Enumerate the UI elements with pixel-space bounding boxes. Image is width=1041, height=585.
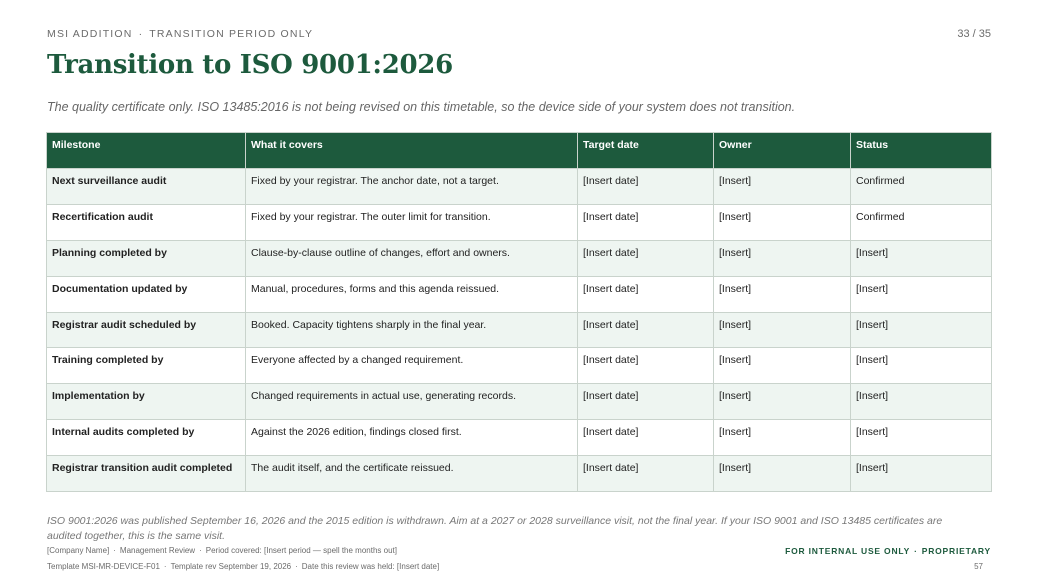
table-row: [47, 240, 992, 276]
table-header-row: [47, 133, 992, 169]
footer-line-2: [47, 562, 439, 571]
covers-cell: Against the 2026 edition, findings closed first.: [246, 420, 578, 456]
footer-review-date: Date this review was held: [Insert date]: [301, 562, 440, 571]
column-header-milestone: Milestone: [47, 133, 246, 169]
covers-cell: Everyone affected by a changed requirement.: [246, 348, 578, 384]
milestone-cell: Documentation updated by: [47, 276, 246, 312]
milestone-cell: Internal audits completed by: [47, 420, 246, 456]
footer-separator: ·: [295, 562, 298, 571]
table-row: [47, 348, 992, 384]
target-date-cell: [Insert date]: [578, 456, 714, 492]
proprietary-label: PROPRIETARY: [921, 546, 991, 556]
covers-cell: Clause-by-clause outline of changes, effort and owners.: [246, 240, 578, 276]
footer-company: [Company Name]: [47, 546, 110, 555]
covers-cell: Manual, procedures, forms and this agenda reissued.: [246, 276, 578, 312]
milestone-cell: Planning completed by: [47, 240, 246, 276]
footer-template-rev: Template rev September 19, 2026: [170, 562, 292, 571]
target-date-cell: [Insert date]: [578, 204, 714, 240]
owner-cell: [Insert]: [714, 312, 851, 348]
status-cell: [Insert]: [851, 312, 992, 348]
owner-cell: [Insert]: [714, 204, 851, 240]
footer-template-id: Template MSI-MR-DEVICE-F01: [47, 562, 160, 571]
table-row: [47, 456, 992, 492]
section-kicker: [47, 28, 313, 40]
column-header-owner: Owner: [714, 133, 851, 169]
covers-cell: Fixed by your registrar. The outer limit for transition.: [246, 204, 578, 240]
footer-period: Period covered: [Insert period — spell the months out]: [205, 546, 397, 555]
owner-cell: [Insert]: [714, 384, 851, 420]
status-cell: [Insert]: [851, 348, 992, 384]
owner-cell: [Insert]: [714, 420, 851, 456]
footer-separator: ·: [113, 546, 116, 555]
document-page-number: 57: [974, 562, 983, 571]
owner-cell: [Insert]: [714, 169, 851, 205]
confidentiality-label: [785, 546, 991, 556]
footer-review-name: Management Review: [119, 546, 196, 555]
owner-cell: [Insert]: [714, 348, 851, 384]
footer-line-1: [47, 546, 397, 555]
milestone-cell: Implementation by: [47, 384, 246, 420]
covers-cell: Booked. Capacity tightens sharply in the final year.: [246, 312, 578, 348]
table-row: [47, 420, 992, 456]
page-subtitle: The quality certificate only. ISO 13485:2016 is not being revised on this timetable, so the device side of your system does not transition.: [47, 100, 796, 114]
table-row: [47, 384, 992, 420]
milestone-cell: Registrar audit scheduled by: [47, 312, 246, 348]
internal-use-label: FOR INTERNAL USE ONLY: [785, 546, 911, 556]
slide-page-count: 33 / 35: [957, 28, 991, 40]
status-cell: [Insert]: [851, 384, 992, 420]
page-title: Transition to ISO 9001:2026: [47, 50, 453, 80]
target-date-cell: [Insert date]: [578, 384, 714, 420]
kicker-left: MSI ADDITION: [47, 28, 133, 40]
target-date-cell: [Insert date]: [578, 169, 714, 205]
status-cell: [Insert]: [851, 276, 992, 312]
milestone-cell: Training completed by: [47, 348, 246, 384]
target-date-cell: [Insert date]: [578, 420, 714, 456]
footer-separator: ·: [199, 546, 202, 555]
target-date-cell: [Insert date]: [578, 312, 714, 348]
table-row: [47, 204, 992, 240]
owner-cell: [Insert]: [714, 240, 851, 276]
owner-cell: [Insert]: [714, 456, 851, 492]
covers-cell: Fixed by your registrar. The anchor date, not a target.: [246, 169, 578, 205]
status-cell: [Insert]: [851, 240, 992, 276]
kicker-right: TRANSITION PERIOD ONLY: [149, 28, 314, 40]
milestone-table: [46, 132, 992, 492]
footer-separator: ·: [914, 546, 918, 556]
column-header-target-date: Target date: [578, 133, 714, 169]
status-cell: [Insert]: [851, 420, 992, 456]
status-cell: Confirmed: [851, 169, 992, 205]
target-date-cell: [Insert date]: [578, 276, 714, 312]
table-row: [47, 169, 992, 205]
column-header-covers: What it covers: [246, 133, 578, 169]
footer-separator: ·: [163, 562, 167, 571]
kicker-separator: ·: [138, 28, 144, 40]
covers-cell: Changed requirements in actual use, generating records.: [246, 384, 578, 420]
covers-cell: The audit itself, and the certificate reissued.: [246, 456, 578, 492]
milestone-cell: Next surveillance audit: [47, 169, 246, 205]
target-date-cell: [Insert date]: [578, 348, 714, 384]
table-row: [47, 312, 992, 348]
status-cell: [Insert]: [851, 456, 992, 492]
footnote: ISO 9001:2026 was published September 16, 2026 and the 2015 edition is withdrawn. Aim at a 2027 or 2028 surveillance visit, not the final year. If your ISO 9001 and ISO 13485 certificates are audited together, this is the same visit.: [47, 515, 943, 542]
table-row: [47, 276, 992, 312]
target-date-cell: [Insert date]: [578, 240, 714, 276]
milestone-cell: Registrar transition audit completed: [47, 456, 246, 492]
milestone-cell: Recertification audit: [47, 204, 246, 240]
status-cell: Confirmed: [851, 204, 992, 240]
owner-cell: [Insert]: [714, 276, 851, 312]
column-header-status: Status: [851, 133, 992, 169]
